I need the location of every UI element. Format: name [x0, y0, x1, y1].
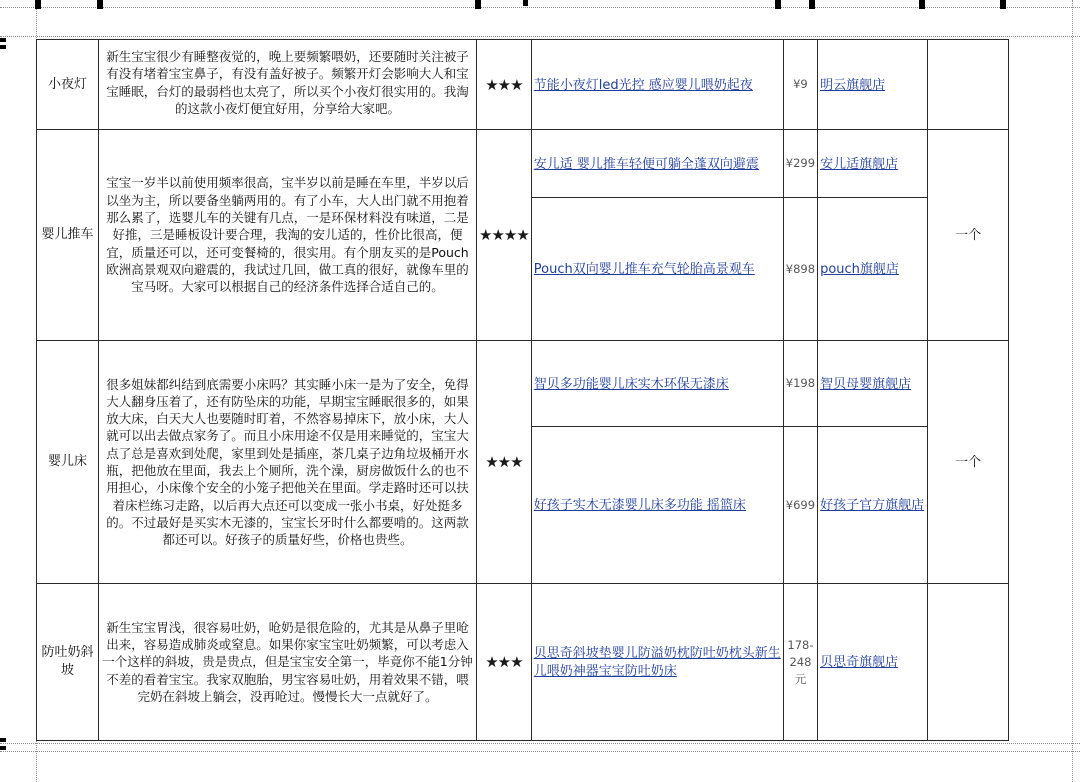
- column-marker[interactable]: [523, 0, 528, 6]
- category-cell: 婴儿推车: [37, 130, 99, 341]
- shop-link[interactable]: 明云旗舰店: [820, 77, 886, 93]
- description-text: 新生宝宝很少有睡整夜觉的，晚上要频繁喂奶，还要随时关注被子有没有堵着宝宝鼻子，有没有盖好被子。频繁开灯会影响大人和宝宝睡眠，台灯的最弱档也太亮了，所以买个小夜灯很实用的。我淘的这款小夜灯便宜好用，分享给大家吧。: [106, 48, 469, 116]
- table-row: [37, 341, 1009, 427]
- page-guide-lower: [0, 743, 1080, 744]
- product-cell: [531, 40, 783, 130]
- quantity-cell: 一个: [928, 341, 1009, 584]
- category-cell: 婴儿床: [37, 341, 99, 584]
- rating-stars: ★★★: [477, 40, 532, 130]
- shop-cell: [818, 40, 928, 130]
- product-link[interactable]: 节能小夜灯led光控 感应婴儿喂奶起夜: [533, 77, 753, 93]
- shop-cell: [818, 198, 928, 341]
- column-marker[interactable]: [97, 0, 103, 9]
- description-cell: 新生宝宝胃浅，很容易吐奶，呛奶是很危险的，尤其是从鼻子里呛出来，容易造成肺炎或窒息。如果你家宝宝吐奶频繁，可以考虑入一个这样的斜坡，贵是贵点，但是宝宝安全第一，毕竟你不能1分钟不差的看着宝宝。我家双胞胎，男宝容易吐奶，用着效果不错，喂完奶在斜坡上躺会，没再呛过。慢慢长大一点就好了。: [99, 584, 477, 741]
- column-marker[interactable]: [35, 0, 41, 9]
- row-marker[interactable]: [0, 38, 6, 42]
- price-cell: ¥9: [783, 40, 817, 130]
- description-cell: [99, 40, 477, 130]
- product-link[interactable]: 好孩子实木无漆婴儿床多功能 摇篮床: [533, 498, 746, 513]
- category-cell: 小夜灯: [37, 40, 99, 130]
- page-guide-top: [0, 7, 1080, 8]
- rating-stars: ★★★: [477, 341, 532, 584]
- shop-link[interactable]: 贝思奇旗舰店: [820, 655, 899, 670]
- page-guide-bottom: [0, 751, 1080, 752]
- rating-stars: ★★★★: [477, 130, 532, 341]
- product-cell: [531, 427, 783, 584]
- column-marker[interactable]: [919, 0, 925, 9]
- row-marker[interactable]: [0, 746, 6, 750]
- price-cell: ¥198: [783, 341, 817, 427]
- price-cell: 178-248元: [783, 584, 817, 741]
- price-cell: ¥699: [783, 427, 817, 584]
- row-marker[interactable]: [0, 45, 6, 49]
- price-cell: ¥898: [783, 198, 817, 341]
- product-link[interactable]: 安儿适 婴儿推车轻便可躺全蓬双向避震: [533, 156, 759, 172]
- category-cell: 防吐奶斜坡: [37, 584, 99, 741]
- price-cell: ¥299: [783, 130, 817, 198]
- column-marker[interactable]: [775, 0, 781, 9]
- column-marker[interactable]: [809, 0, 815, 9]
- page-guide-right: [1072, 0, 1073, 782]
- product-link[interactable]: 贝思奇斜坡垫婴儿防溢奶枕防吐奶枕头新生儿喂奶神器宝宝防吐奶床: [533, 646, 781, 679]
- shop-link[interactable]: 安儿适旗舰店: [820, 156, 899, 172]
- product-cell: [531, 584, 783, 741]
- quantity-cell: 一个: [928, 130, 1009, 341]
- quantity-cell: [928, 40, 1009, 130]
- table-row: [37, 40, 1009, 130]
- table-row: [37, 584, 1009, 741]
- column-marker[interactable]: [475, 0, 481, 9]
- page-guide-upper: [0, 36, 1080, 37]
- description-cell: 很多姐妹都纠结到底需要小床吗？其实睡小床一是为了安全，免得大人翻身压着了，还有防坠床的功能，早期宝宝睡眠很多的，如果放大床，白天大人也要随时盯着，不然容易掉床下，放小床，大人就可以出去做点家务了。而且小床用途不仅是用来睡觉的，宝宝大点了总是喜欢到处爬，家里到处是插座，茶几桌子边角垃圾桶开水瓶，把他放在里面，我去上个厕所，洗个澡，厨房做饭什么的也不用担心，小床像个安全的小笼子把他关在里面。学走路时还可以扶着床栏练习走路，以后再大点还可以变成一张小书桌，好处挺多的。不过最好是买实木无漆的，宝宝长牙时什么都要啃的。这两款都还可以。好孩子的质量好些，价格也贵些。: [99, 341, 477, 584]
- product-cell: [531, 130, 783, 198]
- shop-cell: [818, 130, 928, 198]
- shop-cell: [818, 341, 928, 427]
- shop-link[interactable]: 好孩子官方旗舰店: [820, 498, 925, 513]
- product-cell: [531, 198, 783, 341]
- shop-cell: [818, 427, 928, 584]
- shop-link[interactable]: pouch旗舰店: [820, 262, 899, 277]
- product-link[interactable]: 智贝多功能婴儿床实木环保无漆床: [533, 376, 729, 392]
- column-marker[interactable]: [1000, 0, 1006, 9]
- product-cell: [531, 341, 783, 427]
- product-link[interactable]: Pouch双向婴儿推车充气轮胎高景观车: [533, 262, 755, 277]
- rating-stars: ★★★: [477, 584, 532, 741]
- table-row: [37, 130, 1009, 198]
- shop-cell: [818, 584, 928, 741]
- row-marker[interactable]: [0, 738, 6, 742]
- description-cell: 宝宝一岁半以前使用频率很高，宝半岁以前是睡在车里，半岁以后以坐为主，所以要备坐躺两用的。有了小车，大人出门就不用抱着那么累了，选婴儿车的关键有几点，一是环保材料没有味道，二是好推，三是睡板设计要合理，我淘的安儿适的，性价比很高，便宜，质量还可以，还可变餐椅的，很实用。有个朋友买的是Pouch欧洲高景观双向避震的，我试过几回，做工真的很好，就像车里的宝马呀。大家可以根据自己的经济条件选择合适自己的。: [99, 130, 477, 341]
- shop-link[interactable]: 智贝母婴旗舰店: [820, 376, 912, 392]
- quantity-cell: [928, 584, 1009, 741]
- baby-products-table: [36, 39, 1009, 741]
